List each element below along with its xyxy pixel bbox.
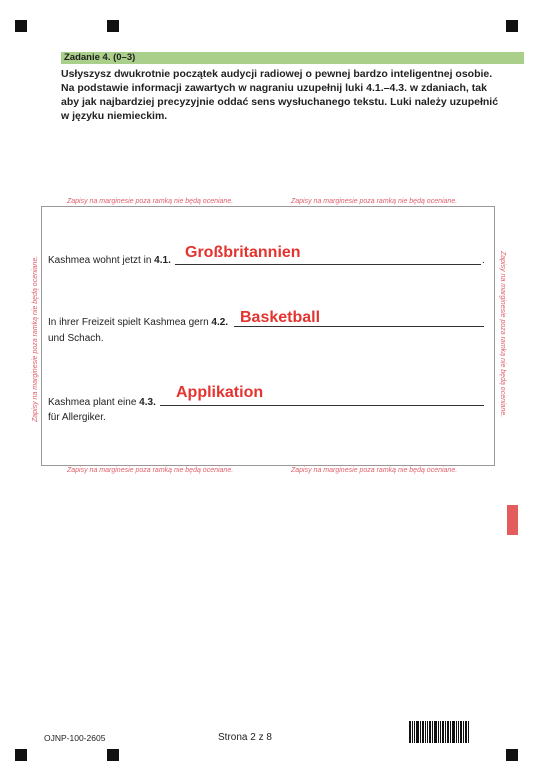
registration-mark-top-left bbox=[15, 20, 27, 32]
sentence-4-1 bbox=[48, 255, 171, 266]
instruction-line: Na podstawie informacji zawartych w nagraniu uzupełnij luki 4.1.–4.3. w zdaniach, tak bbox=[61, 82, 487, 94]
sentence-continuation: für Allergiker. bbox=[48, 412, 106, 423]
sentence-text: In ihrer Freizeit spielt Kashmea gern bbox=[48, 317, 212, 328]
page-number: Strona 2 z 8 bbox=[218, 732, 272, 743]
handwritten-answer-4-2: Basketball bbox=[240, 309, 321, 326]
sentence-4-2 bbox=[48, 317, 228, 328]
registration-mark-bottom-left bbox=[15, 749, 27, 761]
registration-mark-top-center bbox=[107, 20, 119, 32]
sentence-text: Kashmea plant eine bbox=[48, 397, 140, 408]
instruction-line: Usłyszysz dwukrotnie początek audycji radiowej o pewnej bardzo inteligentnej osobie. bbox=[61, 68, 493, 80]
sentence-text: Kashmea wohnt jetzt in bbox=[48, 255, 155, 266]
gap-number: 4.3. bbox=[139, 397, 156, 408]
task-instructions bbox=[61, 67, 527, 123]
answer-line-4-3[interactable] bbox=[160, 405, 484, 406]
sentence-end: . bbox=[482, 255, 485, 266]
registration-mark-top-right bbox=[506, 20, 518, 32]
section-tab bbox=[507, 505, 518, 535]
barcode bbox=[409, 719, 470, 743]
registration-mark-bottom-center bbox=[107, 749, 119, 761]
margin-note-bottom-left: Zapisy na marginesie poza ramką nie będą oceniane. bbox=[67, 467, 234, 474]
gap-number: 4.1. bbox=[154, 255, 171, 266]
margin-note-top-right: Zapisy na marginesie poza ramką nie będą oceniane. bbox=[291, 198, 458, 205]
registration-mark-bottom-right bbox=[506, 749, 518, 761]
sentence-4-3 bbox=[48, 397, 156, 408]
exam-code: OJNP-100-2605 bbox=[44, 733, 106, 743]
answer-line-4-1[interactable] bbox=[175, 264, 481, 265]
margin-note-top-left: Zapisy na marginesie poza ramką nie będą oceniane. bbox=[67, 198, 234, 205]
margin-note-left-vertical: Zapisy na marginesie poza ramką nie będą oceniane. bbox=[32, 255, 39, 422]
sentence-continuation: und Schach. bbox=[48, 333, 104, 344]
margin-note-bottom-right: Zapisy na marginesie poza ramką nie będą oceniane. bbox=[291, 467, 458, 474]
handwritten-answer-4-1: Großbritannien bbox=[185, 244, 301, 261]
handwritten-answer-4-3: Applikation bbox=[176, 384, 264, 401]
margin-note-right-vertical: Zapisy na marginesie poza ramką nie będą oceniane. bbox=[499, 251, 506, 418]
instruction-line: aby jak najbardziej precyzyjnie oddać sens wysłuchanego tekstu. Luki należy uzupełnić bbox=[61, 96, 499, 108]
instruction-line: w języku niemieckim. bbox=[61, 110, 168, 122]
gap-number: 4.2. bbox=[211, 317, 229, 328]
task-header: Zadanie 4. (0–3) bbox=[61, 52, 524, 64]
